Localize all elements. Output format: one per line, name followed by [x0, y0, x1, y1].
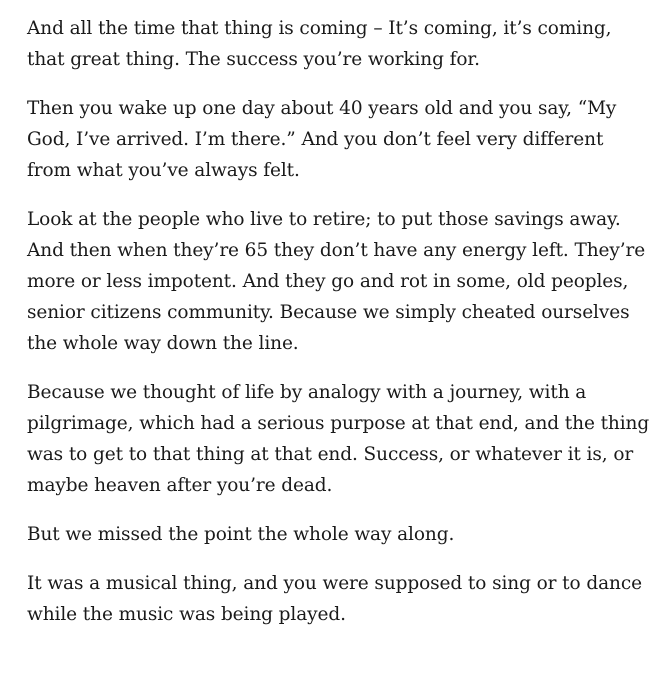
text-line: that great thing. The success you’re working for.: [27, 49, 480, 70]
text-line: from what you’ve always felt.: [27, 160, 300, 181]
text-line: And then when they’re 65 they don’t have any energy left. They’re: [27, 240, 646, 261]
paragraph-4: [27, 377, 649, 501]
text-line: God, I’ve arrived. I’m there.” And you don’t feel very different: [27, 129, 604, 150]
text-line: But we missed the point the whole way along.: [27, 524, 455, 545]
text-line: was to get to that thing at that end. Success, or whatever it is, or: [27, 444, 634, 465]
text-line: And all the time that thing is coming – It’s coming, it’s coming,: [27, 18, 612, 39]
text-line: It was a musical thing, and you were supposed to sing or to dance: [27, 573, 642, 594]
paragraph-6: [27, 568, 642, 630]
paragraph-3: [27, 204, 646, 359]
text-line: pilgrimage, which had a serious purpose at that end, and the thing: [27, 413, 649, 434]
text-line: maybe heaven after you’re dead.: [27, 475, 333, 496]
text-line: more or less impotent. And they go and rot in some, old peoples,: [27, 271, 629, 292]
text-line: while the music was being played.: [27, 604, 346, 625]
text-line: the whole way down the line.: [27, 333, 299, 354]
text-line: Then you wake up one day about 40 years old and you say, “My: [27, 98, 617, 119]
text-line: Because we thought of life by analogy with a journey, with a: [27, 382, 587, 403]
text-line: senior citizens community. Because we simply cheated ourselves: [27, 302, 630, 323]
text-line: Look at the people who live to retire; to put those savings away.: [27, 209, 621, 230]
paragraph-1: [27, 13, 631, 75]
paragraph-2: [27, 93, 631, 186]
paragraph-5: [27, 519, 631, 550]
